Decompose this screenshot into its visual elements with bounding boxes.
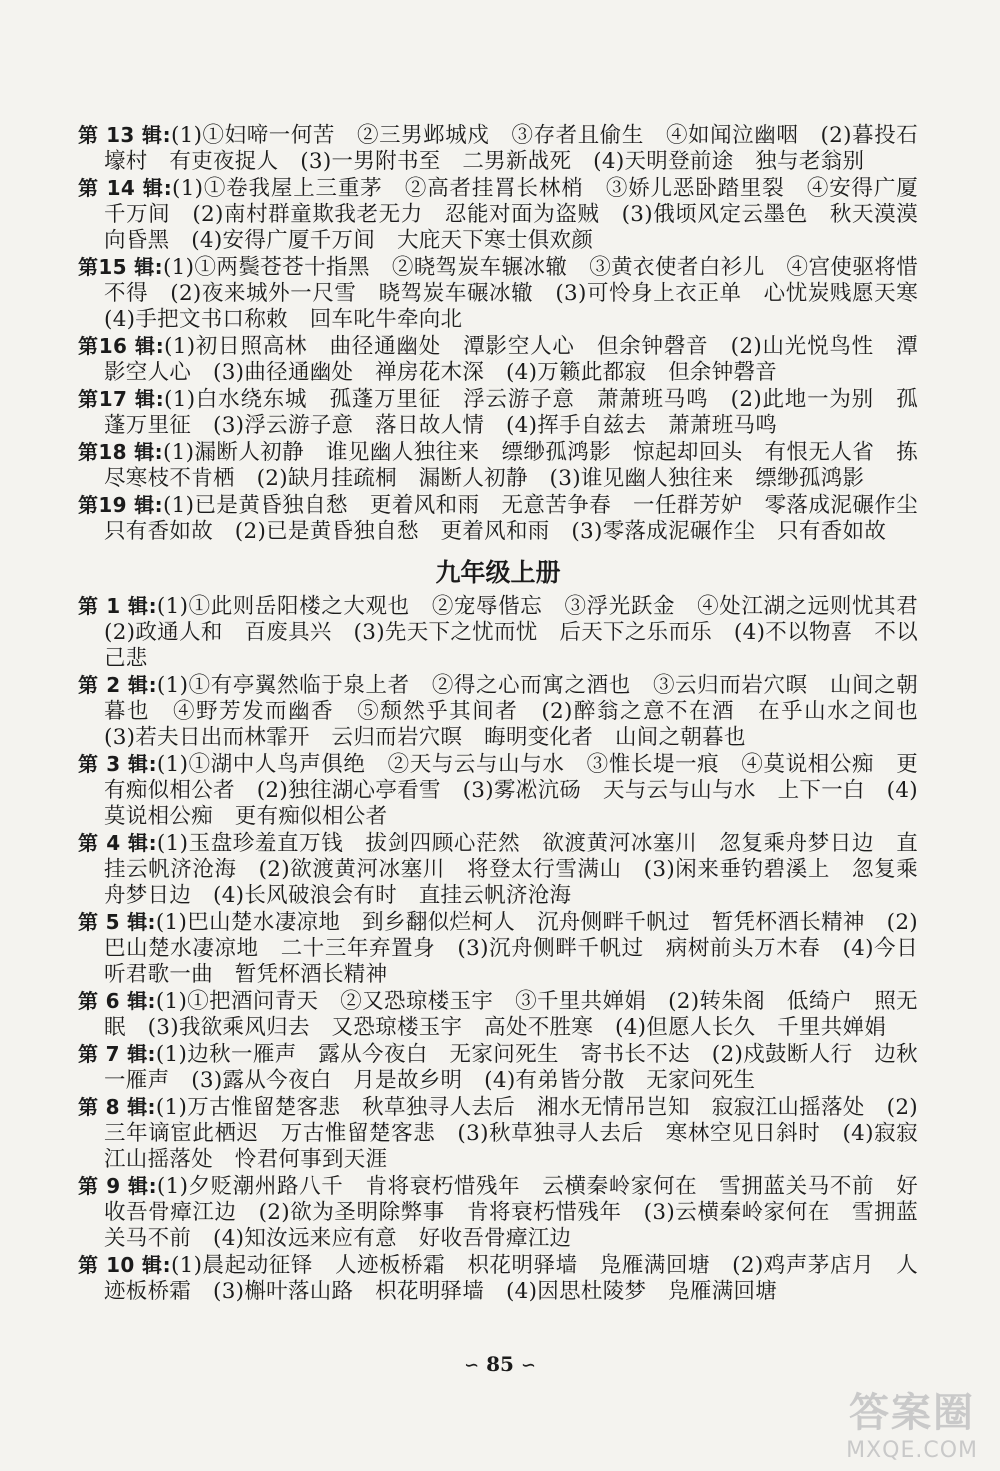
entry-text: (1)①有亭翼然临于泉上者 ②得之心而寓之酒也 ③云归而岩穴暝 山间之朝暮也 ④野芳发而幽香 ⑤颓然乎其间者 (2)醉翁之意不在酒 在乎山水之间也 (3)若夫日出而林霏开 云归而岩穴暝 晦明变化者 山间之朝暮也	[104, 673, 940, 750]
entry-text: (1)①妇啼一何苦 ②三男邺城戍 ③存者且偷生 ④如闻泣幽咽 (2)暮投石壕村 有吏夜捉人 (3)一男附书至 二男新战死 (4)天明登前途 独与老翁别	[104, 123, 919, 174]
entry-text: (1)初日照高林 曲径通幽处 潭影空人心 但余钟磬音 (2)山光悦鸟性 潭影空人心 (3)曲径通幽处 禅房花木深 (4)万籁此都寂 但余钟磬音	[104, 334, 919, 385]
watermark-url: MXQE.COM	[846, 1438, 978, 1463]
page-footer	[0, 1352, 1000, 1376]
answers-grade9	[78, 593, 940, 1305]
entry-label: 第 6 辑:	[78, 989, 156, 1013]
answer-entry	[78, 593, 940, 672]
entry-label: 第 4 辑:	[78, 831, 157, 855]
answer-entry	[78, 988, 918, 1041]
answer-entry	[78, 386, 918, 439]
entry-label: 第 2 辑:	[78, 673, 157, 697]
entry-label: 第17 辑:	[78, 387, 165, 411]
entry-label: 第 3 辑:	[78, 752, 157, 776]
entry-text: (1)①湖中人鸟声俱绝 ②天与云与山与水 ③惟长堤一痕 ④莫说相公痴 更有痴似相公者 (2)独往湖心亭看雪 (3)雾凇沆砀 天与云与山与水 上下一白 (4)莫说相公痴 更有痴似相公者	[104, 752, 919, 829]
entry-text: (1)夕贬潮州路八千 肯将衰朽惜残年 云横秦岭家何在 雪拥蓝关马不前 好收吾骨瘴江边 (2)欲为圣明除弊事 肯将衰朽惜残年 (3)云横秦岭家何在 雪拥蓝关马不前 (4)知汝远来应有意 好收吾骨瘴江边	[104, 1174, 919, 1251]
entry-text: (1)已是黄昏独自愁 更着风和雨 无意苦争春 一任群芳妒 零落成泥碾作尘 只有香如故 (2)已是黄昏独自愁 更着风和雨 (3)零落成泥碾作尘 只有香如故	[104, 493, 940, 544]
entry-label: 第16 辑:	[78, 334, 165, 358]
answer-page	[78, 122, 940, 1305]
entry-label: 第 10 辑:	[78, 1253, 171, 1277]
answer-entry	[78, 751, 918, 830]
entry-text: (1)玉盘珍羞直万钱 拔剑四顾心茫然 欲渡黄河冰塞川 忽复乘舟梦日边 直挂云帆济沧海 (2)欲渡黄河冰塞川 将登太行雪满山 (3)闲来垂钓碧溪上 忽复乘舟梦日边 (4)长风破浪会有时 直挂云帆济沧海	[104, 831, 919, 908]
entry-text: (1)①把酒问青天 ②又恐琼楼玉宇 ③千里共婵娟 (2)转朱阁 低绮户 照无眠 (3)我欲乘风归去 又恐琼楼玉宇 高处不胜寒 (4)但愿人长久 千里共婵娟	[104, 989, 918, 1040]
entry-text: (1)①此则岳阳楼之大观也 ②宠辱偕忘 ③浮光跃金 ④处江湖之远则忧其君 (2)政通人和 百废具兴 (3)先天下之忧而忧 后天下之乐而乐 (4)不以物喜 不以己悲	[104, 594, 940, 671]
entry-label: 第 7 辑:	[78, 1042, 156, 1066]
entry-text: (1)①卷我屋上三重茅 ②高者挂罥长林梢 ③娇儿恶卧踏里裂 ④安得广厦千万间 (2)南村群童欺我老无力 忍能对面为盗贼 (3)俄顷风定云墨色 秋天漠漠向昏黑 (4)安得广厦千万间 大庇天下寒士俱欢颜	[104, 176, 918, 253]
answer-entry	[78, 254, 940, 333]
entry-text: (1)巴山楚水凄凉地 到乡翻似烂柯人 沉舟侧畔千帆过 暂凭杯酒长精神 (2)巴山楚水凄凉地 二十三年弃置身 (3)沉舟侧畔千帆过 病树前头万木春 (4)今日听君歌一曲 暂凭杯酒长精神	[104, 910, 918, 987]
entry-label: 第 9 辑:	[78, 1174, 157, 1198]
entry-label: 第 13 辑:	[78, 123, 171, 147]
answer-entry	[78, 1041, 918, 1094]
entry-label: 第18 辑:	[78, 440, 163, 464]
answer-entry	[78, 909, 918, 988]
entry-label: 第 1 辑:	[78, 594, 157, 618]
answer-entry	[78, 492, 940, 545]
answer-entry	[78, 122, 918, 175]
entry-text: (1)万古惟留楚客悲 秋草独寻人去后 湘水无情吊岂知 寂寂江山摇落处 (2)三年谪宦此栖迟 万古惟留楚客悲 (3)秋草独寻人去后 寒林空见日斜时 (4)寂寂江山摇落处 怜君何事到天涯	[104, 1095, 918, 1172]
entry-text: (1)漏断人初静 谁见幽人独往来 缥缈孤鸿影 惊起却回头 有恨无人省 拣尽寒枝不肯栖 (2)缺月挂疏桐 漏断人初静 (3)谁见幽人独往来 缥缈孤鸿影	[104, 440, 918, 491]
answer-entry	[78, 175, 918, 254]
ornament-left-icon: ∽	[464, 1355, 480, 1376]
answer-entry	[78, 830, 918, 909]
answer-entry	[78, 333, 918, 386]
entry-label: 第15 辑:	[78, 255, 163, 279]
entry-label: 第19 辑:	[78, 493, 163, 517]
entry-label: 第 14 辑:	[78, 176, 172, 200]
answer-entry	[78, 439, 918, 492]
answer-entry	[78, 1252, 918, 1305]
watermark-title: 答案圈	[849, 1390, 976, 1436]
entry-text: (1)①两鬓苍苍十指黑 ②晓驾炭车辗冰辙 ③黄衣使者白衫儿 ④宫使驱将惜不得 (2)夜来城外一尺雪 晓驾炭车碾冰辙 (3)可怜身上衣正单 心忧炭贱愿天寒 (4)手把文书口称敕 回车叱牛牵向北	[104, 255, 940, 332]
answers-grade8	[78, 122, 940, 545]
answer-entry	[78, 672, 940, 751]
answer-entry	[78, 1094, 918, 1173]
watermark-logo	[846, 1381, 978, 1463]
answer-entry	[78, 1173, 918, 1252]
entry-label: 第 5 辑:	[78, 910, 156, 934]
entry-text: (1)边秋一雁声 露从今夜白 无家问死生 寄书长不达 (2)戍鼓断人行 边秋一雁声 (3)露从今夜白 月是故乡明 (4)有弟皆分散 无家问死生	[104, 1042, 918, 1093]
entry-label: 第 8 辑:	[78, 1095, 156, 1119]
entry-text: (1)晨起动征铎 人迹板桥霜 枳花明驿墙 凫雁满回塘 (2)鸡声茅店月 人迹板桥霜 (3)槲叶落山路 枳花明驿墙 (4)因思杜陵梦 凫雁满回塘	[104, 1253, 919, 1304]
ornament-right-icon: ∽	[520, 1355, 536, 1376]
section-title: 九年级上册	[435, 558, 561, 587]
entry-text: (1)白水绕东城 孤蓬万里征 浮云游子意 萧萧班马鸣 (2)此地一为别 孤蓬万里征 (3)浮云游子意 落日故人情 (4)挥手自兹去 萧萧班马鸣	[104, 387, 919, 438]
page-number: 85	[486, 1352, 514, 1376]
